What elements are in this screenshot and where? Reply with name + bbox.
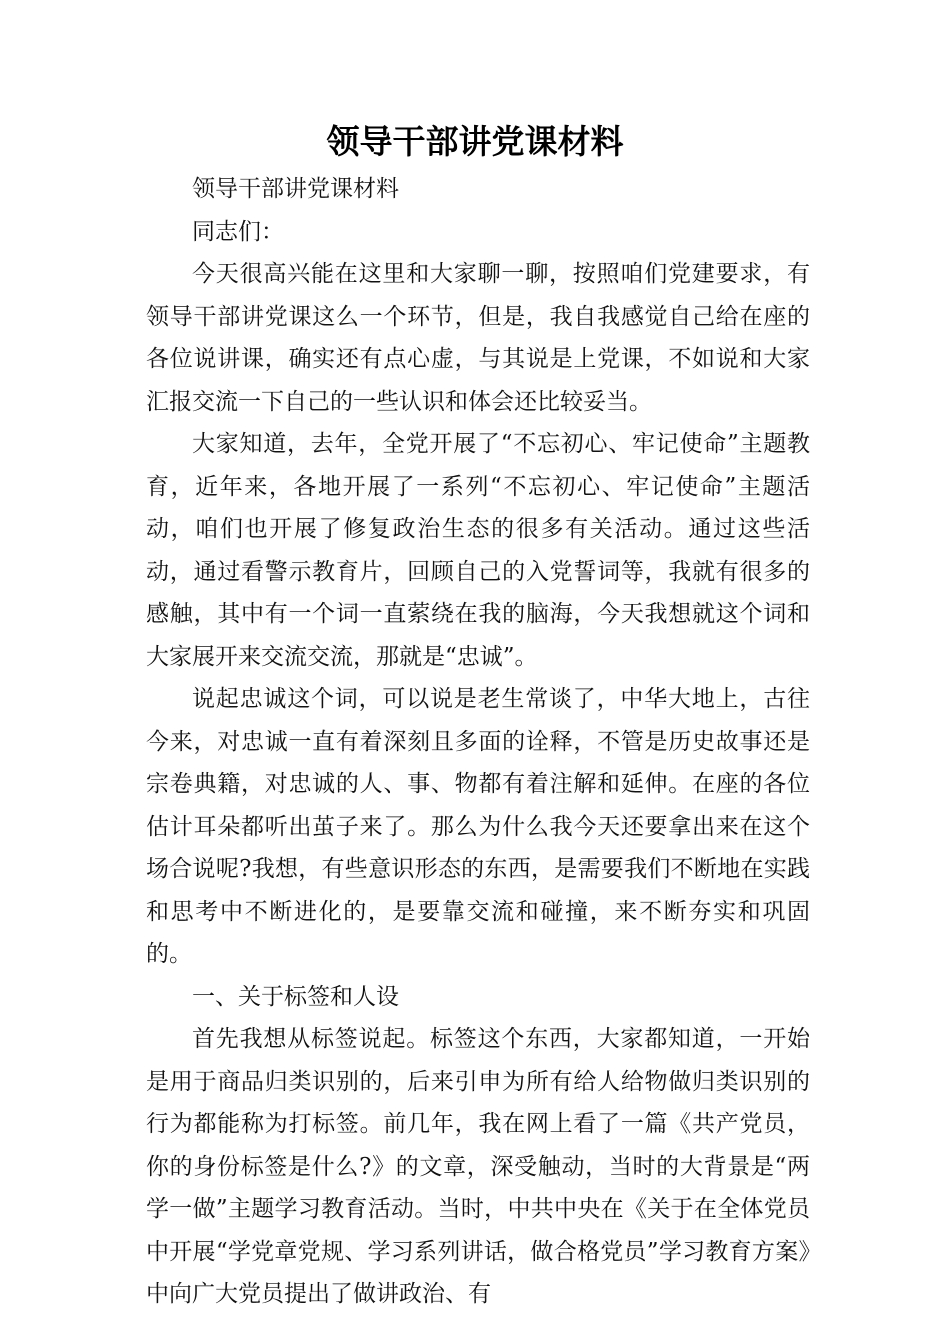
section-heading: 一、关于标签和人设 — [192, 983, 399, 1010]
paragraph-salutation: 同志们： — [192, 218, 284, 245]
paragraph: 首先我想从标签说起。标签这个东西，大家都知道，一开始是用于商品归类识别的，后来引申为所有给人给物做归类识别的行为都能称为打标签。前几年，我在网上看了一篇《共产党员，你的身份标签是什么?》的文章，深受触动，当时的大背景是“两学一做”主题学习教育活动。当时，中共中央在《关于在全体党员中开展“学党章党规、学习系列讲话，做合格党员”学习教育方案》中向广大党员提出了做讲政治、有 — [146, 1026, 810, 1307]
document-title: 领导干部讲党课材料 — [326, 122, 624, 161]
document-body — [146, 168, 810, 1316]
paragraph-subtitle: 领导干部讲党课材料 — [192, 176, 399, 202]
paragraph: 说起忠诚这个词，可以说是老生常谈了，中华大地上，古往今来，对忠诚一直有着深刻且多面的诠释，不管是历史故事还是宗卷典籍，对忠诚的人、事、物都有着注解和延伸。在座的各位估计耳朵都听出茧子来了。那么为什么我今天还要拿出来在这个场合说呢?我想，有些意识形态的东西，是需要我们不断地在实践和思考中不断进化的，是要靠交流和碰撞，来不断夯实和巩固的。 — [146, 686, 810, 967]
paragraph: 今天很高兴能在这里和大家聊一聊，按照咱们党建要求，有领导干部讲党课这么一个环节，但是，我自我感觉自己给在座的各位说讲课，确实还有点心虚，与其说是上党课，不如说和大家汇报交流一下自己的一些认识和体会还比较妥当。 — [146, 261, 810, 415]
paragraph: 大家知道，去年，全党开展了“不忘初心、牢记使命”主题教育，近年来，各地开展了一系列“不忘初心、牢记使命”主题活动，咱们也开展了修复政治生态的很多有关活动。通过这些活动，通过看警示教育片，回顾自己的入党誓词等，我就有很多的感触，其中有一个词一直萦绕在我的脑海，今天我想就这个词和大家展开来交流交流，那就是“忠诚”。 — [146, 431, 810, 670]
